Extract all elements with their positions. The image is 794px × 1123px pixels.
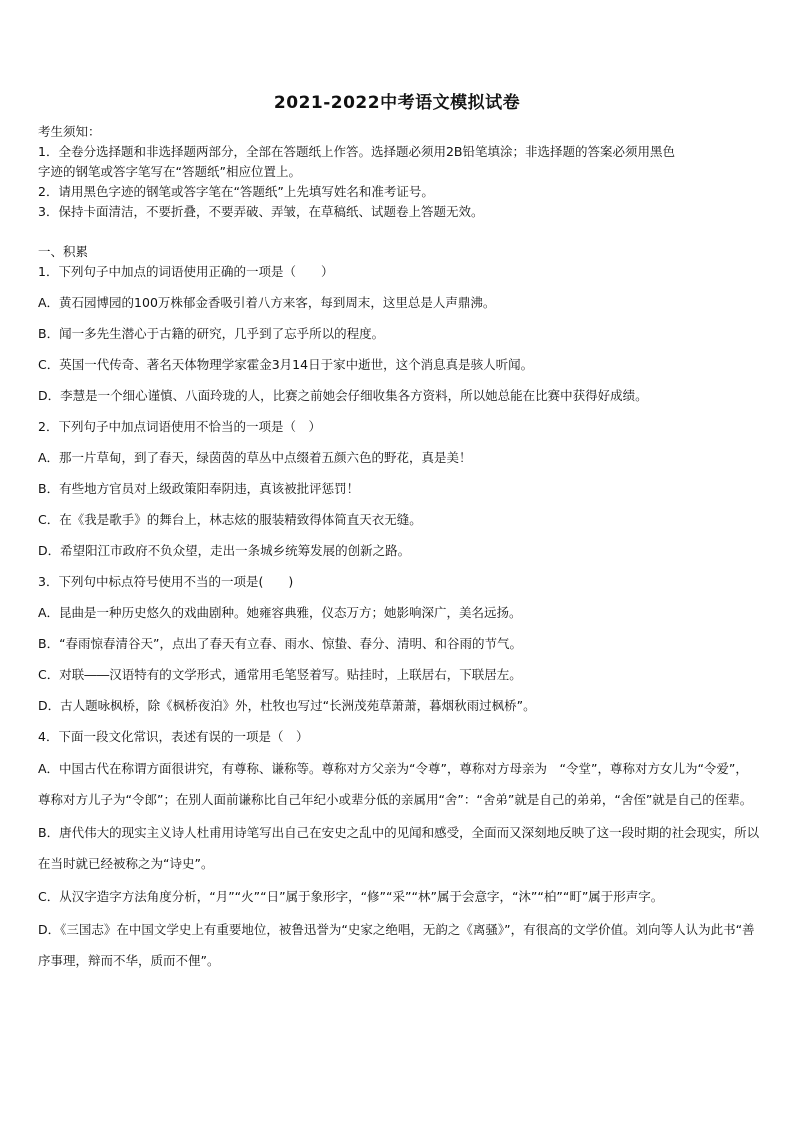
question-option: C．英国一代传奇、著名天体物理学家霍金3月14日于家中逝世，这个消息真是骇人听闻。 [38, 357, 534, 372]
questions [38, 262, 760, 983]
question-stem: 4．下面一段文化常识，表述有误的一项是（ ） [38, 729, 309, 744]
question-option: D．希望阳江市政府不负众望，走出一条城乡统筹发展的创新之路。 [38, 543, 411, 558]
question-option: B．唐代伟大的现实主义诗人杜甫用诗笔写出自己在安史之乱中的见闻和感受，全面而又深刻地反映了这一段时期的社会现实，所以在当时就已经被称之为“诗史”。 [38, 825, 760, 871]
notice-item: 1．全卷分选择题和非选择题两部分，全部在答题纸上作答。选择题必须用2B铅笔填涂；非选择题的答案必须用黑色 [38, 144, 675, 159]
question-stem: 2．下列句子中加点词语使用不恰当的一项是（ ） [38, 419, 321, 434]
question-option: C．从汉字造字方法角度分析，“月”“火”“日”属于象形字，“修”“采”“林”属于会意字，“沐”“柏”“町”属于形声字。 [38, 889, 664, 904]
question-option: A．昆曲是一种历史悠久的戏曲剧种。她雍容典雅，仪态万方；她影响深广，美名远扬。 [38, 605, 522, 620]
question-option: A．那一片草甸，到了春天，绿茵茵的草丛中点缀着五颜六色的野花，真是美！ [38, 450, 472, 465]
question-option: C．对联――汉语特有的文学形式，通常用毛笔竖着写。贴挂时，上联居右，下联居左。 [38, 667, 522, 682]
exam-notice [38, 122, 758, 222]
page-title: 2021-2022中考语文模拟试卷 [273, 93, 521, 113]
section-heading: 一、积累 [38, 244, 89, 259]
notice-item: 字迹的钢笔或答字笔写在“答题纸”相应位置上。 [38, 164, 301, 179]
notice-item: 2．请用黑色字迹的钢笔或答字笔在“答题纸”上先填写姓名和准考证号。 [38, 184, 434, 199]
question-option: B．闻一多先生潜心于古籍的研究，几乎到了忘乎所以的程度。 [38, 326, 385, 341]
question-option: A．黄石园博园的100万株郁金香吸引着八方来客，每到周末，这里总是人声鼎沸。 [38, 295, 496, 310]
question-option: C．在《我是歌手》的舞台上，林志炫的服装精致得体简直天衣无缝。 [38, 512, 422, 527]
question-option: B．有些地方官员对上级政策阳奉阴违，真该被批评惩罚！ [38, 481, 360, 496]
question-option: D．李慧是一个细心谨慎、八面玲珑的人，比赛之前她会仔细收集各方资料，所以她总能在比赛中获得好成绩。 [38, 388, 648, 403]
notice-heading: 考生须知： [38, 124, 101, 139]
question-stem: 1．下列句子中加点的词语使用正确的一项是（ ） [38, 264, 334, 279]
question-option: D．古人题咏枫桥，除《枫桥夜泊》外，杜牧也写过“长洲茂苑草萧萧，暮烟秋雨过枫桥”。 [38, 698, 536, 713]
question-option: B．“春雨惊春清谷天”，点出了春天有立春、雨水、惊蛰、春分、清明、和谷雨的节气。 [38, 636, 523, 651]
question-option: D．《三国志》在中国文学史上有重要地位，被鲁迅誉为“史家之绝唱，无韵之《离骚》”，有很高的文学价值。刘向等人认为此书“善序事理，辩而不华，质而不俚”。 [38, 922, 755, 968]
question-stem: 3．下列句中标点符号使用不当的一项是( ) [38, 574, 294, 589]
question-option: A．中国古代在称谓方面很讲究，有尊称、谦称等。尊称对方父亲为“令尊”，尊称对方母亲为 “令堂”，尊称对方女儿为“令爱”，尊称对方儿子为“令郎”；在别人面前谦称比自己年纪小或辈分低的亲属用“舍”：“舍弟”就是自己的弟弟，“舍侄”就是自己的侄辈。 [38, 761, 753, 807]
notice-item: 3．保持卡面清洁，不要折叠，不要弄破、弄皱，在草稿纸、试题卷上答题无效。 [38, 204, 484, 219]
